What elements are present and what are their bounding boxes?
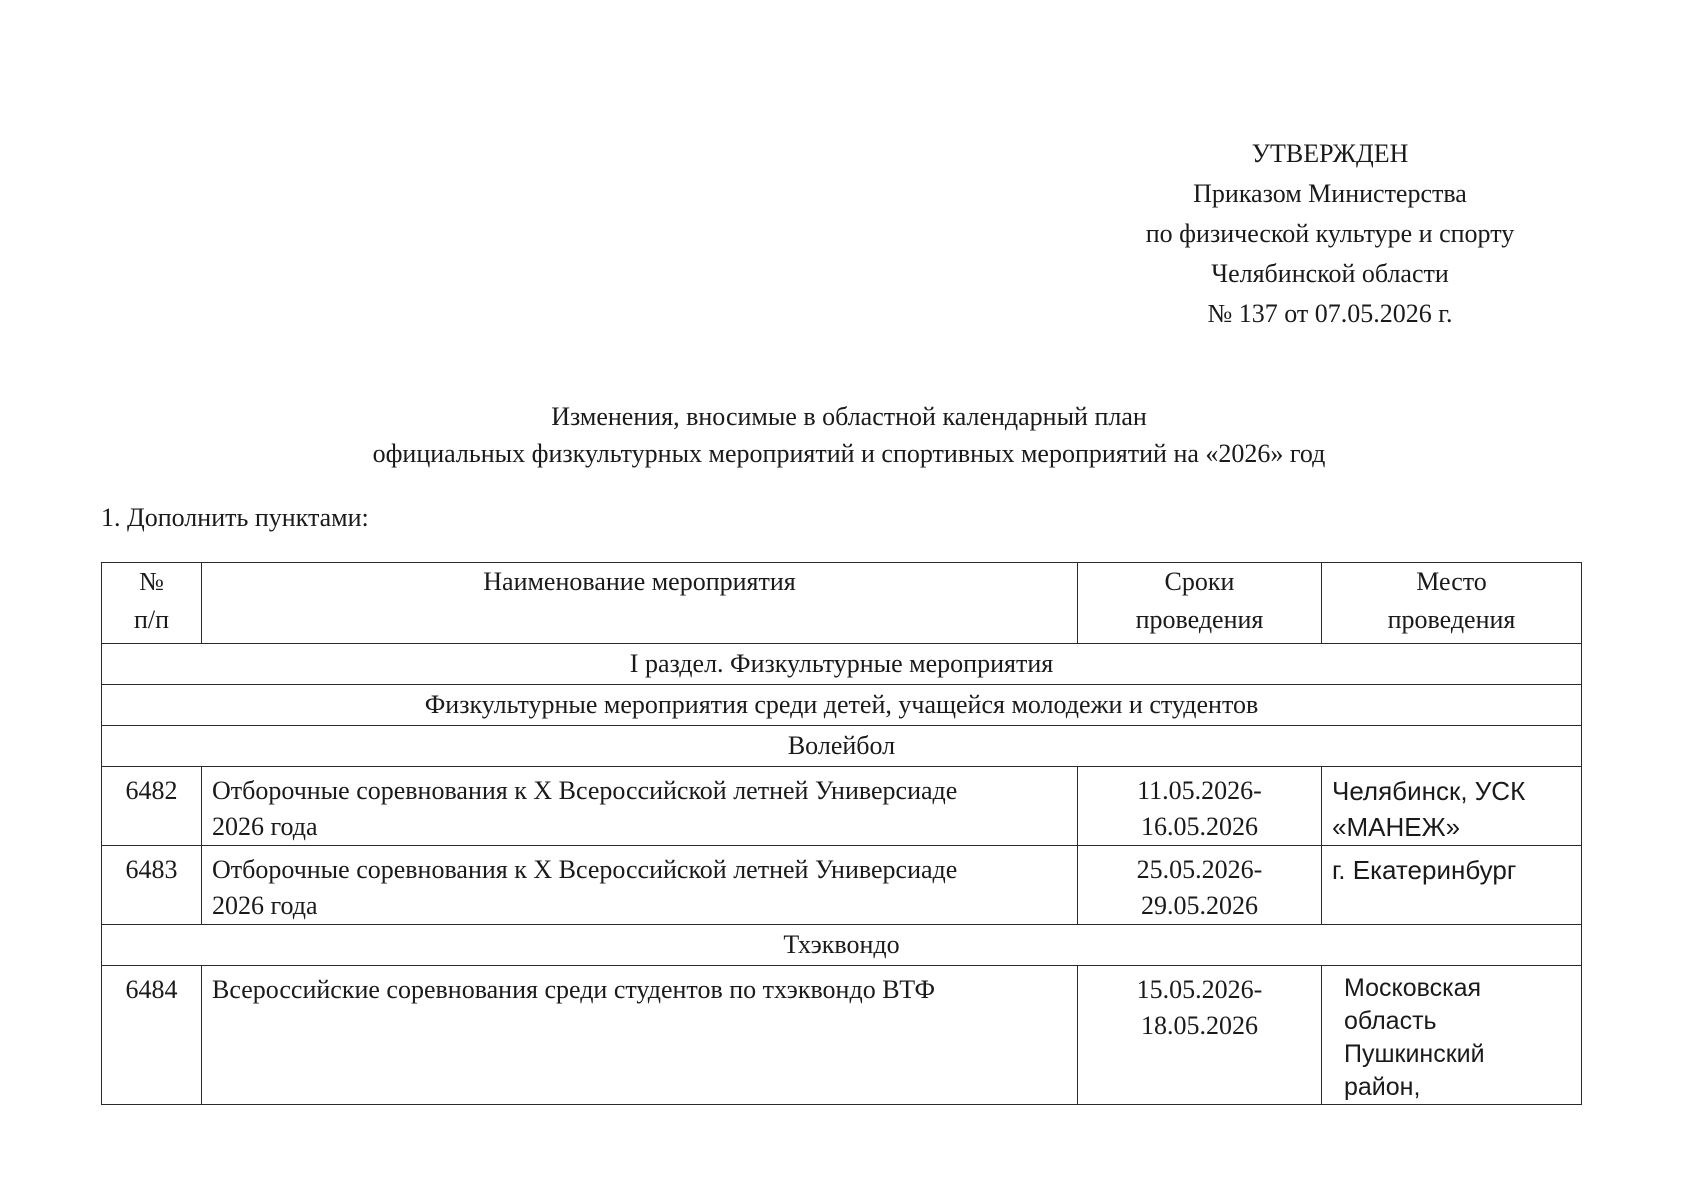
event-venue-line: г. Екатеринбург [1332, 855, 1517, 885]
event-name-line: Всероссийские соревнования среди студентов по тхэквондо ВТФ [212, 975, 936, 1004]
section-row [102, 644, 1582, 685]
header-venue-line: проведения [1387, 605, 1516, 634]
approval-line: по физической культуре и спорту [1145, 219, 1515, 248]
header-dates-line: Сроки [1164, 567, 1235, 596]
sport-title: Тхэквондо [102, 925, 1582, 966]
event-dates [1078, 966, 1322, 1105]
document-title [100, 398, 1598, 472]
event-name [202, 767, 1078, 846]
header-dates-line: проведения [1135, 605, 1264, 634]
event-name-line: 2026 года [212, 891, 318, 920]
approval-line: Приказом Министерства [1193, 179, 1467, 208]
table-row [102, 767, 1582, 846]
event-venue [1322, 966, 1582, 1105]
event-date-end: 18.05.2026 [1141, 1011, 1258, 1040]
approval-line: Челябинской области [1211, 259, 1449, 288]
event-name [202, 966, 1078, 1105]
row-number: 6482 [102, 767, 202, 846]
header-venue-line: Место [1416, 567, 1487, 596]
approval-title: УТВЕРЖДЕН [1251, 139, 1409, 168]
event-venue-line: Челябинск, УСК [1332, 776, 1526, 806]
event-venue [1322, 767, 1582, 846]
subsection-row [102, 685, 1582, 726]
subsection-title: Физкультурные мероприятия среди детей, учащейся молодежи и студентов [102, 685, 1582, 726]
approval-block [1070, 134, 1590, 334]
section-title: I раздел. Физкультурные мероприятия [102, 644, 1582, 685]
table-row [102, 846, 1582, 925]
events-table [101, 562, 1582, 1105]
header-event-name-text: Наименование мероприятия [483, 567, 796, 596]
header-dates [1078, 563, 1322, 644]
event-name [202, 846, 1078, 925]
event-venue-line: Пушкинский [1344, 1040, 1485, 1068]
event-name-line: Отборочные соревнования к Х Всероссийской летней Универсиаде [212, 776, 958, 805]
sport-title: Волейбол [102, 726, 1582, 767]
event-venue [1322, 846, 1582, 925]
event-dates [1078, 846, 1322, 925]
header-number-line: № [139, 567, 164, 596]
sport-row [102, 726, 1582, 767]
document-title-line: официальных физкультурных мероприятий и спортивных мероприятий на «2026» год [372, 439, 1326, 468]
header-number-line: п/п [133, 605, 170, 634]
instruction-text: 1. Дополнить пунктами: [101, 503, 369, 532]
event-date-end: 29.05.2026 [1141, 891, 1258, 920]
header-venue [1322, 563, 1582, 644]
header-event-name [202, 563, 1078, 644]
approval-order-number: № 137 от 07.05.2026 г. [1207, 299, 1453, 328]
event-venue-line: Московская [1344, 974, 1482, 1002]
row-number: 6483 [102, 846, 202, 925]
document-title-line: Изменения, вносимые в областной календарный план [551, 402, 1147, 431]
event-venue-line: «МАНЕЖ» [1332, 812, 1461, 842]
event-dates [1078, 767, 1322, 846]
sport-row [102, 925, 1582, 966]
event-venue-line: район, [1344, 1073, 1421, 1101]
row-number: 6484 [102, 966, 202, 1105]
table-header-row [102, 563, 1582, 644]
event-name-line: Отборочные соревнования к Х Всероссийской летней Универсиаде [212, 855, 958, 884]
table-row [102, 966, 1582, 1105]
event-date-start: 11.05.2026- [1137, 776, 1262, 805]
event-venue-line: область [1344, 1007, 1437, 1035]
header-number [102, 563, 202, 644]
event-date-end: 16.05.2026 [1141, 812, 1258, 841]
event-date-start: 15.05.2026- [1136, 975, 1263, 1004]
event-name-line: 2026 года [212, 812, 318, 841]
event-date-start: 25.05.2026- [1136, 855, 1263, 884]
